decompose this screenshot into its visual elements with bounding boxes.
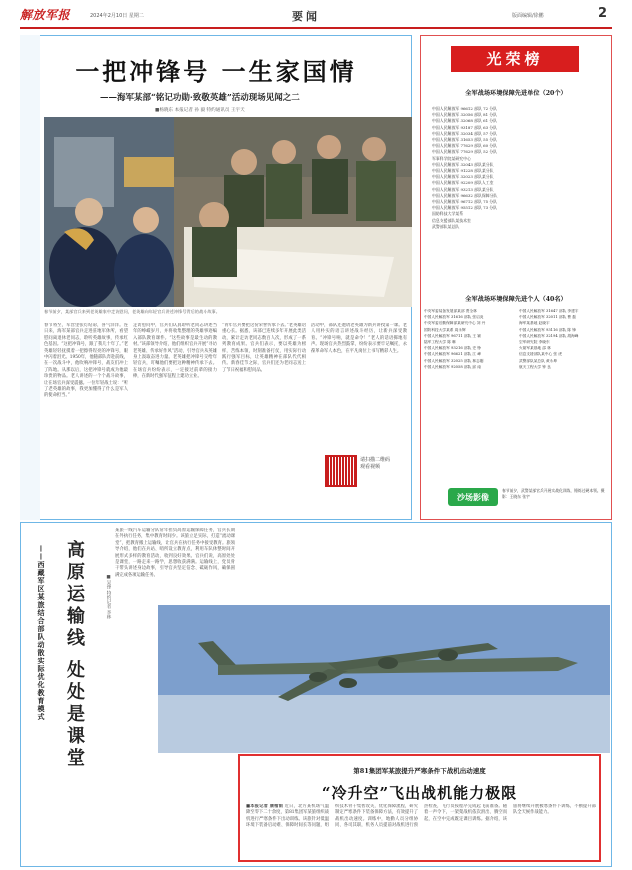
- page-editor: 版面编辑/徐鹏: [512, 13, 544, 19]
- individual-item: 中国人民解放军 32194 部队 胡海峰: [519, 333, 579, 338]
- lower-vertical-subtitle: ——西藏军区某旅结合部队动散实际优化教育模式: [37, 545, 46, 721]
- individual-item: 中国人民解放军 31616 部队 张启炎: [424, 315, 484, 320]
- individual-item: 武警部队某总队 黄永坤: [519, 358, 558, 363]
- individual-item: 中国人民解放军 93116 部队 陈 锋: [519, 327, 576, 332]
- unit-item: 信息支援部队某技术室: [432, 217, 471, 223]
- main-headline: 一把冲锋号 一生家国情: [75, 57, 357, 86]
- individual-item: 航天工程大学 钟 良: [519, 364, 551, 369]
- featured-body: [246, 804, 596, 858]
- lower-byline: ■吴锋 特约记者 李林: [106, 575, 111, 619]
- individual-item: 空军研究院 李晓东: [519, 340, 550, 345]
- sha-chang-caption: 春节前夕，武警某部官兵开展实战化训练，锤炼过硬本领。摄影：王晓东 张宇: [502, 488, 605, 499]
- unit-item: 中国人民解放军 95512 部队 73 分队: [432, 205, 498, 211]
- individual-item: 中国人民解放军 31647 部队 李建宇: [519, 309, 579, 313]
- main-col-1: 春节将至，军营里张灯结彩，喜气洋洋。连日来，海军某部官兵走进驻地军休所，看望慰问离退休老同志，聆听英雄故事，传承红色基因。“这把冲锋号，跟了我几十年了。”老英雄轻轻抚摸着一把擦得锃亮的冲锋号，眼中闪着泪光。1950年，他随部队奔赴前线，在一次战斗中，他吹响冲锋号，战友们冲上了阵地。从那以后，这把冲锋号就成为他最珍贵的物品。老人讲述的一个个战斗故事，让在场官兵深受震撼。一位年轻战士说：“听了老英雄的故事，我更加懂得了什么是军人的使命担当。”: [44, 323, 128, 399]
- individual-item: 中国人民解放军 93216 部队 史 铮: [424, 346, 481, 351]
- main-subhead: ——海军某部“铭记功勋·致敬英雄”活动现场见闻之二: [100, 93, 300, 103]
- unit-item: 中国人民解放军 32023 部队某分队: [432, 174, 494, 180]
- unit-item: 军事科学院某研究中心: [432, 155, 471, 161]
- transport-aircraft-photo: [158, 605, 610, 753]
- unit-item: 中国人民解放军 93187 部队 63 分队: [432, 124, 498, 130]
- sha-chang-ying-xiang-badge: 沙场影像: [448, 488, 498, 506]
- unit-item: 中国人民解放军 32034 部队 57 分队: [432, 130, 498, 136]
- unit-item: 中国人民解放军 91228 部队某分队: [432, 168, 494, 174]
- unit-item: 中国人民解放军 93213 部队某分队: [432, 186, 494, 192]
- section-title: 要闻: [292, 10, 320, 23]
- masthead-rule: [20, 27, 612, 29]
- unit-item: 中国人民解放军 92209 部队人工室: [432, 180, 494, 186]
- featured-subhead: 第81集团军某旅提升严寒条件下战机出动速度: [353, 767, 486, 775]
- individual-item: 中央军委装备发展部某部 贾全林: [424, 309, 477, 313]
- individual-item: 火箭军某基地 邵 林: [519, 346, 551, 351]
- unit-item: 中国人民解放军 77629 部队 60 分队: [432, 143, 498, 149]
- individual-item: 中国人民解放军 92058 部队 邱 南: [424, 364, 481, 369]
- unit-item: 中国人民解放军 31653 部队 55 分队: [432, 137, 498, 143]
- page-number: 2: [598, 6, 608, 21]
- unit-item: 国防科技大学某系: [432, 211, 464, 217]
- honor-roll-title: 光荣榜: [451, 46, 579, 72]
- side-strip: [20, 35, 40, 520]
- individual-item: 中国人民解放军 96621 部队 江 峰: [424, 352, 481, 357]
- qr-code-icon[interactable]: [325, 455, 357, 487]
- qr-caption: 请扫描二维码观看视频: [360, 457, 391, 470]
- unit-item: 中国人民解放军 96632 部队保障分队: [432, 192, 498, 198]
- main-byline: ■杨晓东 本报记者 孙 毅 特约通讯员 王宇天: [155, 108, 245, 113]
- unit-item: 武警部队某总队: [432, 223, 460, 229]
- individual-item: 国防科技大学某系 周永辉: [424, 327, 466, 332]
- unit-item: 中国人民解放军 32043 部队某分队: [432, 161, 494, 167]
- lower-vertical-title: 高原运输线 处处是课堂: [64, 540, 85, 771]
- lower-body: 某旅一线汽车运输分队常年担负高原运输保障任务，官兵长期在外执行任务，集中教育时间少。该旅立足实际，打造“流动课堂”，把教育搬上运输线，让官兵在执行任务中接受教育。旅领导介绍，他们在兵站、哨所设立教育点，利用车队休整时间开展形式多样的教育活动，收到良好效果。官兵们说，高原处处是课堂，一路走来一路学，思想收获满满。运输线上，党员骨干带头讲述身边故事，引导官兵坚定信念、砥砺作风，确保圆满完成各项运输任务。: [115, 528, 235, 578]
- featured-text: 近日，北方某机场气温降至零下二十余度，第81集团军某旅组织战机进行严寒条件下出动训练。该旅针对低温环境下装备启动难、保障时间长等问题，组织技术骨干集智攻关，优化保障流程，研究制定严寒条件下装备保障方法，有效提升了战机出动速度。训练中，地勤人员分组协同、各司其职，机务人员提前对战机进行预热检查，飞行员按程序完成起飞前准备。随着一声令下，一架架战机依次滑出、腾空而起，在空中完成既定课目训练。据介绍，该旅将继续开展极寒条件下训练，不断提升部队全天候作战能力。: [246, 804, 596, 829]
- individual-item: 中国人民解放军 32011 部队 曹 磊: [519, 315, 576, 320]
- unit-item: 中国人民解放军 77629 部队 52 分队: [432, 149, 498, 155]
- main-photo-caption: 春节前夕，某部官兵来到老英雄家中走访慰问，老英雄向年轻官兵讲述冲锋号背后的战斗故事。: [44, 309, 220, 314]
- individual-item: 中国人民解放军 32025 部队 林志刚: [424, 358, 484, 363]
- main-col-3: “青年官兵要把这份荣誉传承下去。”老英雄语重心长。据悉，该部已连续多年开展此类活动，累计走访老同志数百人次，形成了一系列教育成果。官兵们表示，要以英雄为榜样，苦练本领，时刻准备打仗，用实际行动践行强军目标，让英雄精神在部队代代相传。新春佳节之际，官兵们还为老同志送上了节日祝福和慰问品。: [222, 323, 306, 373]
- featured-byline: ■本报记者 康楷雨: [246, 804, 284, 809]
- individual-item: 中央军委后勤保障部某研究中心 刘 丹: [424, 321, 486, 326]
- issue-date: 2024年2月10日 星期二: [90, 13, 144, 19]
- unit-item: 中国人民解放军 96712 部队 75 分队: [432, 199, 498, 205]
- individual-item: 海军某基地 赵晓宇: [519, 321, 550, 326]
- unit-item: 中国人民解放军 32068 部队 61 分队: [432, 118, 498, 124]
- main-photo: [44, 117, 412, 307]
- main-col-2: 走访慰问中，官兵们认真聆听老同志讲述当年的峥嵘岁月，并将收集整理的英雄事迹编入部队教育课件。“这些故事是最生动的教材。”该部领导介绍，他们组织官兵开展“寻访老英雄、传承好作风”活动，引导官兵从英雄身上汲取奋进力量。老英雄把冲锋号交给年轻官兵，叮嘱他们要把这种精神传承下去。在场官兵纷纷表示，一定接过前辈的接力棒，在新时代强军征程上建功立业。: [133, 323, 217, 380]
- individual-item: 信息支援部队某中心 张 虎: [519, 352, 562, 357]
- unit-item: 中国人民解放军 96612 部队 72 分队: [432, 106, 498, 111]
- advanced-individuals-list: [424, 308, 608, 478]
- individual-item: 中国人民解放军 96711 部队 王 颖: [424, 333, 481, 338]
- main-col-4: 活动中，部队还邀请老英雄为新兵讲授第一课。老人用朴实的语言讲述战斗经历，让新兵深受教育。“冲锋号响，就是命令！”老人的话语掷地有声。现场官兵热烈鼓掌，纷纷表示要牢记嘱托，永葆革命军人本色，在平凡岗位上书写精彩人生。: [311, 323, 407, 354]
- individual-item: 陆军工程大学 陈 琳: [424, 340, 456, 345]
- masthead-logo: 解放军报: [20, 8, 71, 22]
- advanced-individuals-title: 全军战场环境保障先进个人（40名）: [465, 296, 567, 303]
- featured-headline: “冷升空”飞出战机能力极限: [321, 784, 518, 802]
- unit-item: 中国人民解放军 32056 部队 81 分队: [432, 112, 498, 118]
- advanced-units-list: [432, 106, 592, 230]
- advanced-units-title: 全军战场环境保障先进单位（20个）: [465, 90, 567, 97]
